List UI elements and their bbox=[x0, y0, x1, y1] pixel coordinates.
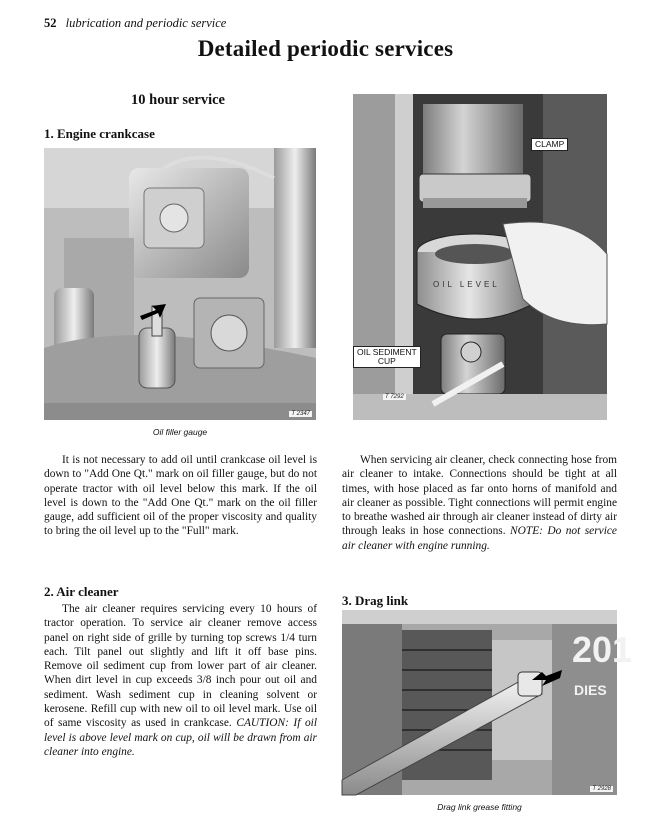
heading-air-cleaner: 2. Air cleaner bbox=[44, 584, 119, 599]
air-cleaner-text: The air cleaner requires servicing every 10 hours of tractor operation. To service air cleaner remove access panel on right side of grille by turning top screws 1/4 turn each. Tilt panel out slightly and lift it off base pins. Remove oil sediment cup from lower part of air cleaner. When dirt level in cup exceeds 3/8 inch pour out oil and sediment. Wash sediment cup in cleaning solvent or kerosene. Refill cup with new oil to oil level mark. Use oil of same viscosity as used in crankcase. bbox=[44, 603, 317, 730]
photo-drag-link bbox=[342, 610, 633, 795]
figure-number-drag-link: T 2928 bbox=[592, 786, 611, 792]
air-cleaner-note: NOTE: Do not service air cleaner with engine running. bbox=[342, 525, 617, 552]
label-oil-sediment-cup bbox=[353, 346, 421, 368]
figure-number-crankcase: T 2347 bbox=[291, 411, 310, 417]
label-clamp: CLAMP bbox=[531, 138, 568, 151]
cup-oil-level-marking: OIL LEVEL bbox=[433, 280, 500, 289]
label-oil-sediment-cup-line2: CUP bbox=[377, 356, 396, 366]
paragraph-air-cleaner-hose bbox=[342, 453, 617, 553]
paragraph-engine-crankcase: It is not necessary to add oil until crankcase oil level is down to "Add One Qt." mark on oil filler gauge, but do not operate tractor with oil level below this mark. If the oil level is down to the "Add One Qt." mark on the oil filler gauge, add sufficient oil of the proper viscosity and quality to bring the oil level up to the "Full" mark. bbox=[44, 454, 317, 538]
paragraph-air-cleaner bbox=[44, 602, 317, 759]
heading-drag-link: 3. Drag link bbox=[342, 593, 409, 608]
heading-engine-crankcase: 1. Engine crankcase bbox=[44, 126, 155, 141]
figure-number-air-cleaner: T 7292 bbox=[385, 394, 404, 400]
engine-crankcase-illustration bbox=[44, 148, 316, 420]
caption-oil-filler-gauge: Oil filler gauge bbox=[152, 427, 208, 437]
section-subtitle: 10 hour service bbox=[131, 92, 225, 108]
air-cleaner-hose-text: When servicing air cleaner, check connecting hose from air cleaner to intake. Connections should be tight at all times, with hose placed as far onto horns of manifold and air cleaner as possible. Tight connections will permit engine to breathe washed air through air cleaner instead of dirty air through leaks in hose connections. bbox=[342, 454, 617, 538]
page-title: Detailed periodic services bbox=[197, 36, 454, 61]
caption-drag-link: Drag link grease fitting bbox=[437, 802, 522, 812]
photo-oil-filler-gauge bbox=[44, 148, 316, 420]
tractor-badge-number: 201 bbox=[572, 629, 633, 670]
running-title: lubrication and periodic service bbox=[65, 16, 227, 30]
label-oil-sediment-cup-line1: OIL SEDIMENT bbox=[357, 347, 417, 357]
tractor-badge-diesel: DIES bbox=[574, 682, 607, 698]
air-cleaner-caution: CAUTION: If oil level is above level mark on cup, oil will be drawn from air cleaner into engine. bbox=[44, 717, 317, 758]
photo-air-cleaner bbox=[353, 94, 607, 420]
page-number: 52 bbox=[44, 16, 57, 30]
page-header bbox=[44, 16, 226, 31]
air-cleaner-illustration bbox=[353, 94, 607, 420]
